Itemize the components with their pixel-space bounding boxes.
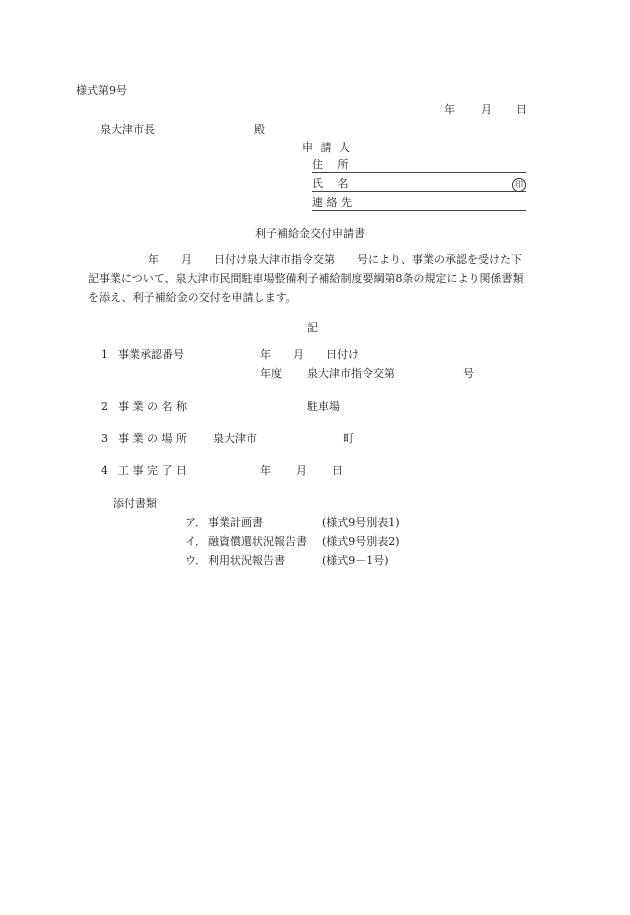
item-2-value: 駐車場 — [307, 400, 340, 413]
item-4-label: 工 事 完 了 日 — [118, 464, 187, 477]
seal-icon: 印 — [512, 178, 526, 192]
attachment-b-name: 融資償還状況報告書 — [208, 535, 307, 548]
item-1-label: 事業承認番号 — [118, 348, 184, 361]
addressee-honorific: 殿 — [254, 123, 265, 136]
attachment-b-mark: イ． — [185, 535, 207, 548]
item-3-number: 3 — [101, 432, 108, 445]
item-1-fiscal-year: 年度 — [260, 367, 282, 380]
address-label: 住 所 — [312, 158, 349, 171]
item-4-day: 日 — [332, 464, 343, 477]
date-day: 日 — [516, 103, 527, 116]
name-label: 氏 名 — [312, 177, 349, 190]
body-line-2: 記事業について、泉大津市民間駐車場整備利子補給制度要綱第8条の規定により関係書類 — [88, 272, 524, 285]
attachment-c-name: 利用状況報告書 — [208, 554, 285, 567]
body-line-3: を添え、利子補給金の交付を申請します。 — [88, 291, 297, 304]
item-1-date: 年 月 日付け — [260, 348, 359, 361]
attachment-c-mark: ウ． — [185, 554, 207, 567]
document-title: 利子補給金交付申請書 — [255, 227, 365, 240]
item-3-town: 町 — [343, 432, 354, 445]
form-number: 様式第9号 — [76, 84, 127, 97]
date-year: 年 — [444, 103, 455, 116]
applicant-heading: 申 請 人 — [302, 141, 352, 154]
attachment-a-name: 事業計画書 — [208, 516, 263, 529]
applicant-contact-field[interactable] — [312, 196, 526, 211]
item-1-number-suffix: 号 — [463, 367, 474, 380]
item-2-label: 事 業 の 名 称 — [118, 400, 187, 413]
attachment-a-form: (様式9号別表1) — [322, 516, 400, 529]
addressee-name: 泉大津市長 — [100, 123, 155, 136]
attachment-a-mark: ア． — [185, 516, 207, 529]
body-line-1: 年 月 日付け泉大津市指令交第 号により、事業の承認を受けた下 — [148, 253, 522, 266]
item-4-number: 4 — [101, 464, 108, 477]
item-1-number: 1 — [101, 348, 108, 361]
item-3-label: 事 業 の 場 所 — [118, 432, 187, 445]
item-3-city: 泉大津市 — [213, 432, 257, 445]
ki-heading: 記 — [307, 321, 318, 334]
date-month: 月 — [481, 103, 492, 116]
attachment-c-form: (様式9－1号) — [322, 554, 389, 567]
applicant-name-field[interactable] — [312, 177, 526, 192]
contact-label: 連 絡 先 — [312, 196, 352, 209]
item-1-directive: 泉大津市指令交第 — [307, 367, 395, 380]
applicant-address-field[interactable] — [312, 158, 526, 173]
attachments-heading: 添付書類 — [113, 497, 157, 510]
item-4-year: 年 — [260, 464, 271, 477]
attachment-b-form: (様式9号別表2) — [322, 535, 400, 548]
item-2-number: 2 — [101, 400, 108, 413]
item-4-month: 月 — [296, 464, 307, 477]
